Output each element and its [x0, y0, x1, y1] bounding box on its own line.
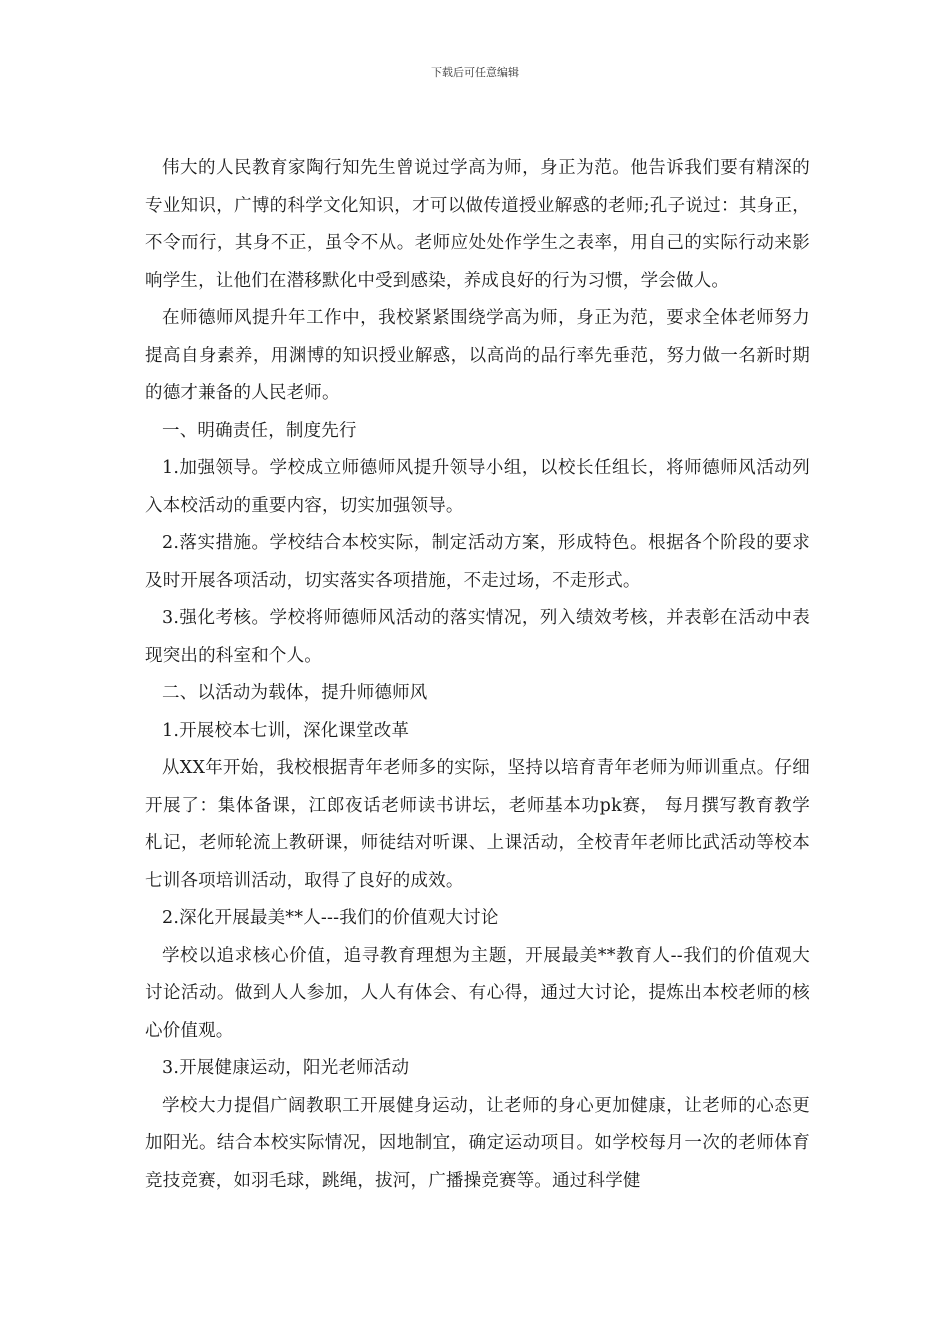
paragraph-2-2: 学校以追求核心价值，追寻教育理想为主题，开展最美**教育人--我们的价值观大讨论活动。做到人人参加，人人有体会、有心得，通过大讨论，提炼出本校老师的核心价值观。: [145, 945, 810, 1041]
section-heading-1: 一、明确责任，制度先行: [162, 420, 357, 441]
paragraph-item-1-1: 1.加强领导。学校成立师德师风提升领导小组，以校长任组长，将师德师风活动列入本校活动的重要内容，切实加强领导。: [145, 458, 810, 516]
page-header-note: 下载后可任意编辑: [431, 66, 519, 79]
subheading-2-2: 2.深化开展最美**人---我们的价值观大讨论: [162, 908, 499, 928]
paragraph-goal: 在师德师风提升年工作中，我校紧紧围绕学高为师，身正为范，要求全体老师努力提高自身素养，用渊博的知识授业解惑，以高尚的品行率先垂范，努力做一名新时期的德才兼备的人民老师。: [145, 308, 810, 403]
paragraph-item-1-3: 3.强化考核。学校将师德师风活动的落实情况，列入绩效考核，并表彰在活动中表现突出的科室和个人。: [145, 608, 810, 666]
subheading-2-3: 3.开展健康运动，阳光老师活动: [162, 1058, 410, 1078]
subheading-2-1: 1.开展校本七训，深化课堂改革: [162, 720, 410, 741]
paragraph-intro: 伟大的人民教育家陶行知先生曾说过学高为师，身正为范。他告诉我们要有精深的专业知识，广博的科学文化知识，才可以做传道授业解惑的老师;孔子说过：其身正，不令而行，其身不正，虽令不从。老师应处处作学生之表率，用自己的实际行动来影响学生，让他们在潜移默化中受到感染，养成良好的行为习惯，学会做人。: [145, 158, 810, 291]
document-body: [145, 150, 810, 1200]
paragraph-item-1-2: 2.落实措施。学校结合本校实际，制定活动方案，形成特色。根据各个阶段的要求及时开展各项活动，切实落实各项措施，不走过场，不走形式。: [145, 533, 810, 591]
section-heading-2: 二、以活动为载体，提升师德师风: [162, 683, 428, 703]
paragraph-2-3: 学校大力提倡广阔教职工开展健身运动，让老师的身心更加健康，让老师的心态更加阳光。结合本校实际情况，因地制宜，确定运动项目。如学校每月一次的老师体育竞技竞赛，如羽毛球，跳绳，拔河，广播操竞赛等。通过科学健: [145, 1095, 810, 1191]
paragraph-2-1: 从XX年开始，我校根据青年老师多的实际，坚持以培育青年老师为师训重点。仔细开展了：集体备课，江郎夜话老师读书讲坛，老师基本功pk赛， 每月撰写教育教学札记，老师轮流上教研课，师徒结对听课、上课活动，全校青年老师比武活动等校本七训各项培训活动，取得了良好的成效。: [145, 758, 810, 891]
